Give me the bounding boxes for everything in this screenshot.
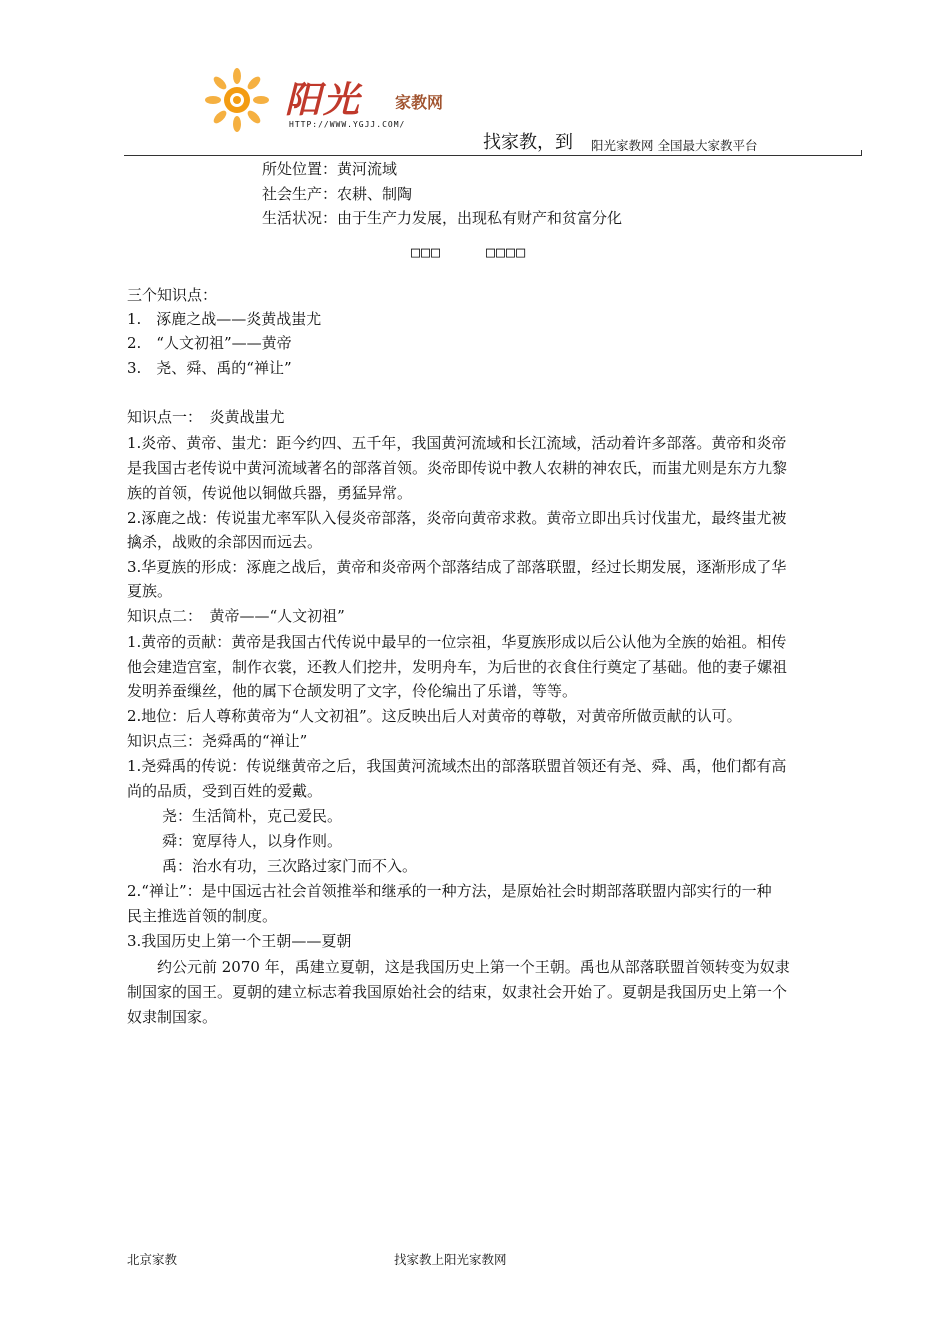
knowledge-point-1-heading: 知识点一： 炎黄战蚩尤 (127, 408, 285, 426)
paragraph-line: 奴隶制国家。 (127, 1008, 218, 1026)
paragraph-line: 2.“禅让”：是中国远古社会首领推举和继承的一种方法，是原始社会时期部落联盟内部实行的一种 (127, 882, 772, 900)
site-logo[interactable] (205, 68, 475, 136)
paragraph-line: 约公元前 2070 年，禹建立夏朝，这是我国历史上第一个王朝。禹也从部落联盟首领转变为奴隶 (142, 958, 790, 976)
knowledge-point-3-heading: 知识点三：尧舜禹的“禅让” (127, 732, 308, 750)
paragraph-line: 擒杀，战败的余部因而远去。 (127, 533, 323, 551)
paragraph-line: 尚的品质，受到百姓的爱戴。 (127, 782, 323, 800)
paragraph-line: 发明养蚕缫丝，他的属下仓颉发明了文字，伶伦编出了乐谱，等等。 (127, 682, 578, 700)
paragraph-line: 2.涿鹿之战：传说蚩尤率军队入侵炎帝部落，炎帝向黄帝求救。黄帝立即出兵讨伐蚩尤，最终蚩尤被 (127, 509, 787, 527)
header-slogan: 找家教，到 (483, 132, 573, 153)
logo-main-text: 阳光 (285, 79, 362, 121)
header-divider-end (861, 150, 862, 156)
yao-line: 尧：生活简朴，克己爱民。 (147, 807, 343, 825)
logo-url-text: HTTP://WWW.YGJJ.COM/ (289, 120, 406, 129)
footer-left: 北京家教 (127, 1252, 178, 1267)
location-line: 所处位置：黄河流域 (262, 160, 398, 178)
logo-sub-text: 家教网 (395, 93, 444, 112)
header-tagline: 阳光家教网 全国最大家教平台 (591, 138, 758, 153)
paragraph-line: 1.尧舜禹的传说：传说继黄帝之后，我国黄河流域杰出的部落联盟首领还有尧、舜、禹，他们都有高 (127, 757, 787, 775)
paragraph-line: 制国家的国王。夏朝的建立标志着我国原始社会的结束，奴隶社会开始了。夏朝是我国历史上第一个 (127, 983, 788, 1001)
shun-line: 舜：宽厚待人，以身作则。 (147, 832, 343, 850)
production-line: 社会生产：农耕、制陶 (262, 185, 413, 203)
paragraph-line: 2.地位：后人尊称黄帝为“人文初祖”。这反映出后人对黄帝的尊敬，对黄帝所做贡献的认可。 (127, 707, 742, 725)
paragraph-line: 是我国古老传说中黄河流域著名的部落首领。炎帝即传说中教人农耕的神农氏，而蚩尤则是东方九黎 (127, 459, 788, 477)
knowledge-point-2-heading: 知识点二： 黄帝——“人文初祖” (127, 607, 345, 625)
yu-line: 禹：治水有功，三次路过家门而不入。 (147, 857, 418, 875)
garbled-text-left: □□□ (411, 243, 442, 261)
footer-center: 找家教上阳光家教网 (394, 1252, 507, 1267)
paragraph-line: 他会建造宫室，制作衣裳，还教人们挖井，发明舟车，为后世的衣食住行奠定了基础。他的妻子嫘祖 (127, 658, 788, 676)
paragraph-line: 夏族。 (127, 582, 173, 600)
list-item: 1. 涿鹿之战——炎黄战蚩尤 (127, 310, 322, 328)
header-divider (124, 155, 862, 156)
paragraph-line: 1.炎帝、黄帝、蚩尤：距今约四、五千年，我国黄河流域和长江流域，活动着许多部落。黄帝和炎帝 (127, 434, 787, 452)
list-item: 2. “人文初祖”——黄帝 (127, 334, 292, 352)
garbled-text-right: □□□□ (486, 243, 527, 261)
section-heading: 三个知识点： (127, 286, 218, 304)
paragraph-line: 族的首领，传说他以铜做兵器，勇猛异常。 (127, 484, 413, 502)
list-item: 3. 尧、舜、禹的“禅让” (127, 359, 292, 377)
paragraph-line: 3.华夏族的形成：涿鹿之战后，黄帝和炎帝两个部落结成了部落联盟，经过长期发展，逐渐形成了华 (127, 558, 787, 576)
living-line: 生活状况：由于生产力发展，出现私有财产和贫富分化 (262, 209, 623, 227)
paragraph-line: 民主推选首领的制度。 (127, 907, 278, 925)
xia-dynasty-heading: 3.我国历史上第一个王朝——夏朝 (127, 932, 352, 950)
paragraph-line: 1.黄帝的贡献：黄帝是我国古代传说中最早的一位宗祖，华夏族形成以后公认他为全族的始祖。相传 (127, 633, 787, 651)
